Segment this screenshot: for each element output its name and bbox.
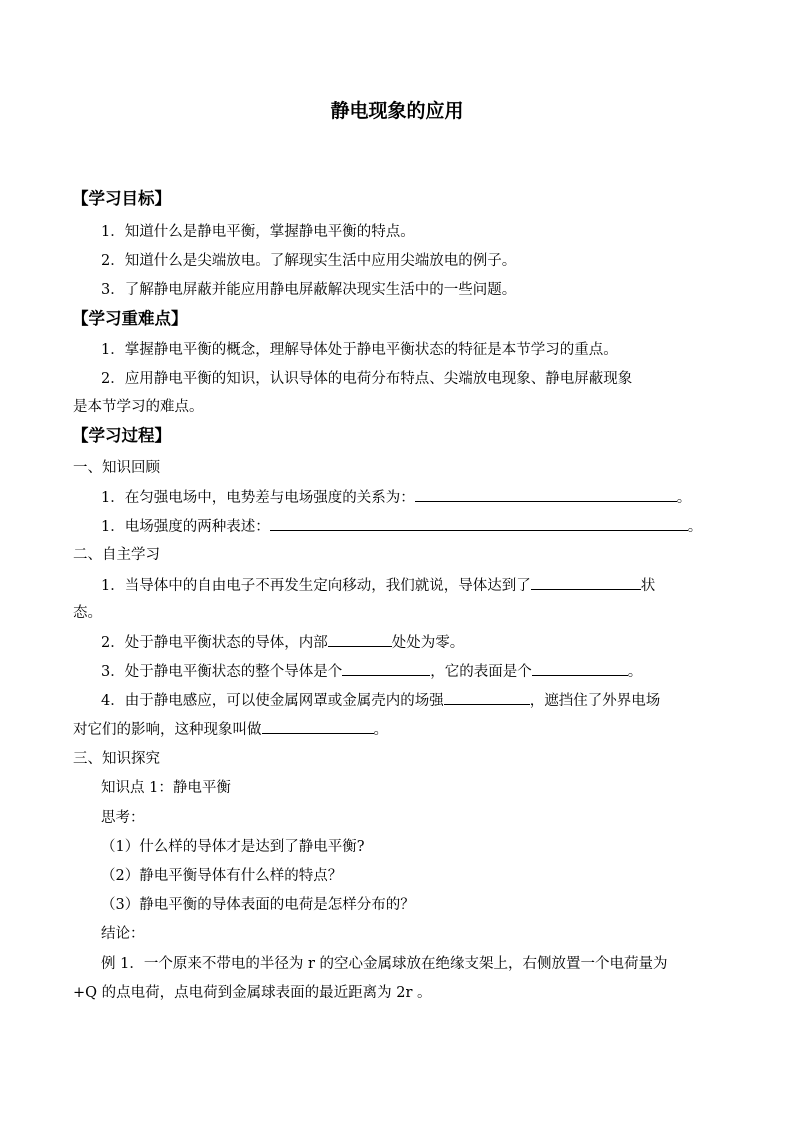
objective-item-1: 1．知道什么是静电平衡，掌握静电平衡的特点。 bbox=[101, 224, 415, 240]
part2-heading: 二、自主学习 bbox=[73, 547, 160, 563]
key-point-item-2: 2．应用静电平衡的知识，认识导体的电荷分布特点、尖端放电现象、静电屏蔽现象 bbox=[101, 371, 633, 387]
objective-item-3: 3．了解静电屏蔽并能应用静电屏蔽解决现实生活中的一些问题。 bbox=[101, 282, 517, 298]
think-question-1: （1）什么样的导体才是达到了静电平衡? bbox=[101, 839, 365, 855]
review-question-1-end: 。 bbox=[676, 490, 692, 506]
conclusion-label: 结论： bbox=[101, 926, 145, 942]
self-study-question-2 bbox=[101, 632, 794, 653]
self-study-question-3-blank-1[interactable] bbox=[342, 661, 430, 676]
section-heading-objectives: 【学习目标】 bbox=[72, 189, 171, 208]
self-study-question-3-blank-2[interactable] bbox=[532, 661, 628, 676]
knowledge-point-1: 知识点 1：静电平衡 bbox=[101, 780, 231, 796]
self-study-question-4-cont-text: 对它们的影响，这种现象叫做 bbox=[73, 722, 262, 738]
think-label: 思考： bbox=[101, 810, 145, 826]
self-study-question-3-text: 3．处于静电平衡状态的整个导体是个 bbox=[101, 664, 343, 680]
self-study-question-2-blank[interactable] bbox=[328, 632, 392, 647]
think-question-2: （2）静电平衡导体有什么样的特点？ bbox=[101, 868, 343, 884]
self-study-question-4-text: 4．由于静电感应，可以使金属网罩或金属壳内的场强 bbox=[101, 693, 444, 709]
self-study-question-1 bbox=[101, 575, 794, 596]
self-study-question-2-text: 2．处于静电平衡状态的导体，内部 bbox=[101, 635, 328, 651]
key-point-item-2-continued: 是本节学习的难点。 bbox=[73, 399, 204, 415]
review-question-1-text: 1．在匀强电场中，电势差与电场强度的关系为： bbox=[101, 490, 415, 506]
self-study-question-4-blank-2[interactable] bbox=[262, 719, 374, 734]
review-question-2 bbox=[101, 516, 794, 537]
think-question-3: （3）静电平衡的导体表面的电荷是怎样分布的？ bbox=[101, 897, 415, 913]
self-study-question-1-continued: 态。 bbox=[73, 605, 102, 621]
page-title: 静电现象的应用 bbox=[330, 100, 464, 122]
self-study-question-3-middle: ，它的表面是个 bbox=[430, 664, 532, 680]
self-study-question-4 bbox=[101, 690, 794, 711]
review-question-1-blank[interactable] bbox=[415, 487, 677, 502]
key-point-item-1: 1．掌握静电平衡的概念，理解导体处于静电平衡状态的特征是本节学习的重点。 bbox=[101, 342, 618, 358]
self-study-question-4-continued bbox=[73, 719, 794, 740]
self-study-question-2-end: 处处为零。 bbox=[391, 635, 465, 651]
self-study-question-3 bbox=[101, 661, 794, 682]
example-1-line-1: 例 1．一个原来不带电的半径为 r 的空心金属球放在绝缘支架上，右侧放置一个电荷量为 bbox=[101, 956, 668, 972]
part3-heading: 三、知识探究 bbox=[73, 751, 160, 767]
objective-item-2: 2．知道什么是尖端放电。了解现实生活中应用尖端放电的例子。 bbox=[101, 253, 517, 269]
part1-heading: 一、知识回顾 bbox=[73, 460, 160, 476]
self-study-question-4-blank-1[interactable] bbox=[444, 690, 530, 705]
self-study-question-3-end: 。 bbox=[627, 664, 643, 680]
self-study-question-4-end: ，遮挡住了外界电场 bbox=[529, 693, 661, 709]
section-heading-key-points: 【学习重难点】 bbox=[72, 309, 188, 328]
self-study-question-1-blank[interactable] bbox=[531, 575, 641, 590]
self-study-question-1-text: 1．当导体中的自由电子不再发生定向移动，我们就说，导体达到了 bbox=[101, 578, 531, 594]
review-question-2-blank[interactable] bbox=[270, 516, 688, 531]
example-1-line-2: +Q 的点电荷，点电荷到金属球表面的最近距离为 2r 。 bbox=[73, 985, 432, 1001]
review-question-1 bbox=[101, 487, 794, 508]
self-study-question-4-cont-end: 。 bbox=[373, 722, 388, 738]
self-study-question-1-end: 状 bbox=[640, 578, 656, 594]
review-question-2-end: 。 bbox=[687, 519, 703, 535]
section-heading-process: 【学习过程】 bbox=[72, 426, 171, 445]
review-question-2-text: 1．电场强度的两种表述： bbox=[101, 519, 270, 535]
